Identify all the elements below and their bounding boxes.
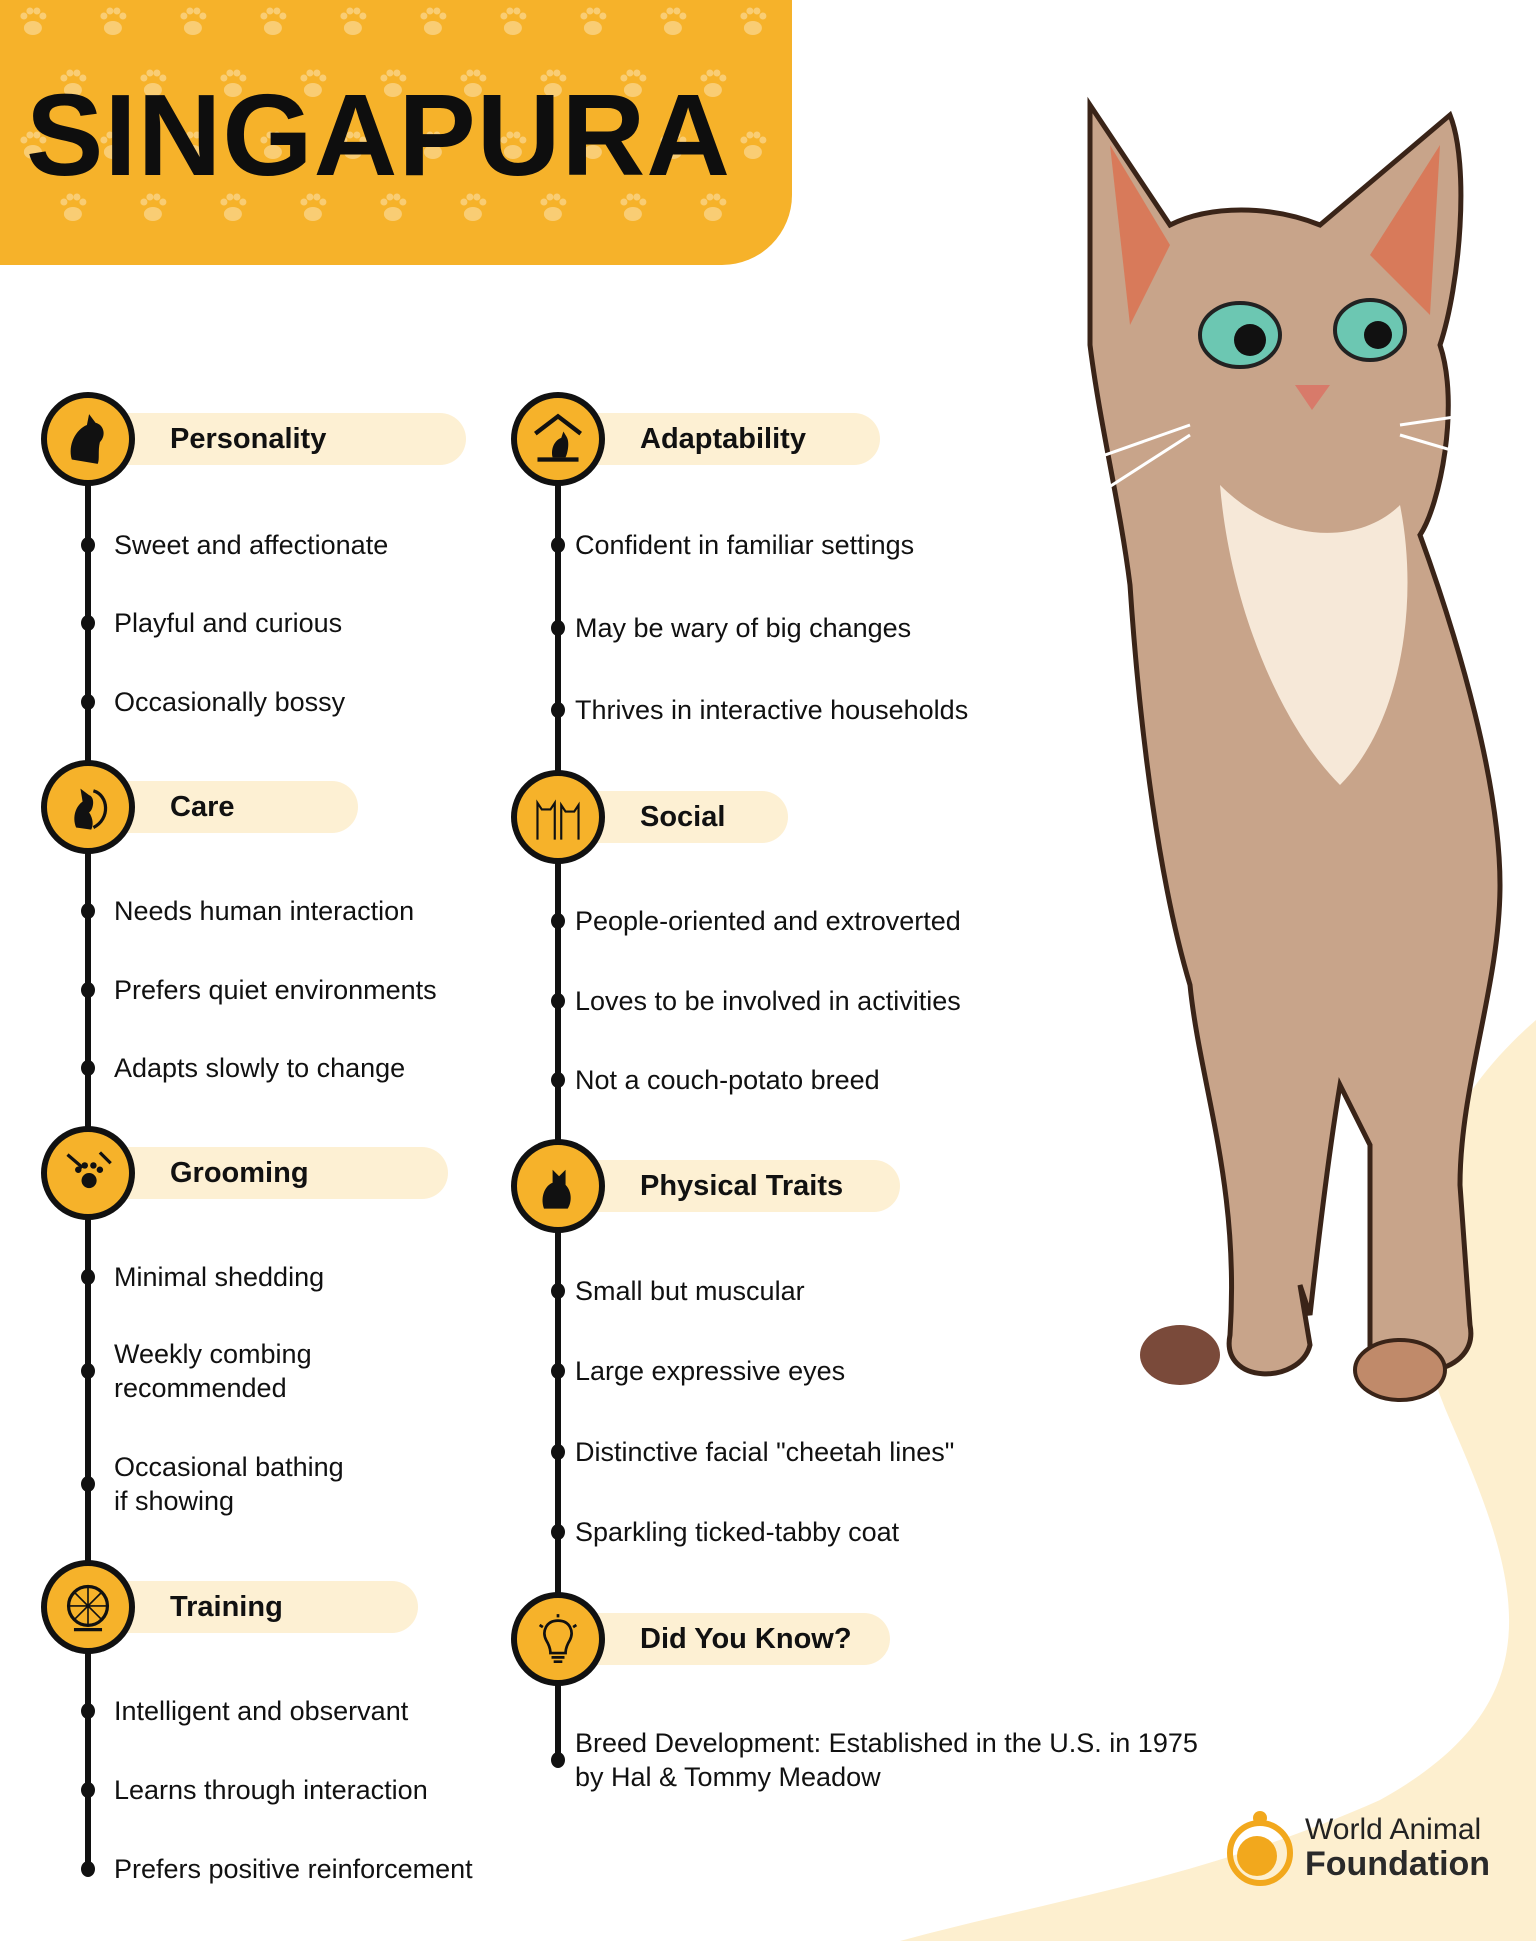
timeline-dot (551, 913, 565, 929)
cat-house-icon (531, 412, 585, 466)
list-item: People-oriented and extroverted (575, 906, 961, 936)
list-item: Occasional bathing if showing (114, 1452, 344, 1516)
paw-icon (20, 8, 46, 36)
cat-illustration (1040, 85, 1536, 1415)
timeline-dot (81, 1363, 95, 1379)
paw-icon (100, 8, 126, 36)
list-item: Occasionally bossy (114, 687, 346, 717)
page-title: SINGAPURA (26, 70, 732, 200)
paw-icon (740, 8, 766, 36)
title-banner (0, 0, 792, 265)
timeline-dot (81, 982, 95, 998)
world-animal-foundation-logo[interactable] (1225, 1808, 1490, 1888)
section-title: Social (640, 801, 726, 833)
section-title: Personality (170, 423, 327, 455)
list-item: Intelligent and observant (114, 1696, 409, 1726)
paw-icon (500, 8, 526, 36)
list-item: Minimal shedding (114, 1262, 325, 1292)
timeline-dot (81, 694, 95, 710)
two-cats-icon-badge (511, 770, 605, 864)
timeline-dot (551, 1072, 565, 1088)
cat-silhouette-icon-badge (41, 392, 135, 486)
section-header-training (100, 1581, 418, 1633)
timeline-dot (81, 1476, 95, 1492)
cat-heart-icon-badge (41, 760, 135, 854)
timeline-dot (551, 1363, 565, 1379)
section-header-adaptability (570, 413, 880, 465)
section-header-grooming (100, 1147, 448, 1199)
logo-line1: World Animal (1305, 1813, 1482, 1846)
cat-heart-icon (61, 780, 115, 834)
hamster-wheel-icon (61, 1580, 115, 1634)
list-item: Weekly combing recommended (114, 1339, 312, 1403)
section-title: Care (170, 791, 235, 823)
section-header-personality (100, 413, 466, 465)
grooming-tools-icon-badge (41, 1126, 135, 1220)
list-item: Prefers quiet environments (114, 975, 437, 1005)
paw-icon (580, 8, 606, 36)
timeline-dot (81, 537, 95, 553)
timeline-dot (551, 1752, 565, 1768)
foundation-logo-icon (1225, 1808, 1295, 1888)
list-item: Thrives in interactive households (575, 695, 969, 725)
paw-icon (740, 132, 766, 160)
list-item: Needs human interaction (114, 896, 415, 926)
section-header-did-you-know (570, 1613, 890, 1665)
timeline-dot (551, 1524, 565, 1540)
list-item: Confident in familiar settings (575, 530, 915, 560)
timeline-dot (81, 615, 95, 631)
timeline-dot (81, 903, 95, 919)
list-item: Sparkling ticked-tabby coat (575, 1517, 900, 1547)
list-item: Large expressive eyes (575, 1356, 846, 1386)
list-item: Prefers positive reinforcement (114, 1854, 473, 1884)
section-header-physical-traits (570, 1160, 900, 1212)
timeline-dot (81, 1060, 95, 1076)
timeline-dot (81, 1269, 95, 1285)
section-title: Grooming (170, 1157, 309, 1189)
section-header-care (100, 781, 358, 833)
list-item: Breed Development: Established in the U.S. in 1975 by Hal & Tommy Meadow (575, 1728, 1198, 1792)
section-title: Physical Traits (640, 1170, 844, 1202)
timeline-dot (551, 1283, 565, 1299)
list-item: Sweet and affectionate (114, 530, 389, 560)
paw-icon (420, 8, 446, 36)
cat-house-icon-badge (511, 392, 605, 486)
paw-icon (260, 8, 286, 36)
cat-silhouette-icon (61, 412, 115, 466)
lightbulb-icon-badge (511, 1592, 605, 1686)
timeline-line-right (555, 439, 561, 1760)
paw-icon (180, 8, 206, 36)
section-title: Training (170, 1591, 283, 1623)
two-cats-icon (531, 790, 585, 844)
paw-icon (660, 8, 686, 36)
timeline-dot (81, 1703, 95, 1719)
list-item: Adapts slowly to change (114, 1053, 406, 1083)
sitting-cat-icon (531, 1159, 585, 1213)
logo-line2: Foundation (1305, 1845, 1491, 1883)
timeline-dot (551, 1444, 565, 1460)
list-item: Learns through interaction (114, 1775, 428, 1805)
list-item: May be wary of big changes (575, 613, 912, 643)
list-item: Distinctive facial "cheetah lines" (575, 1437, 955, 1467)
timeline-dot (551, 702, 565, 718)
hamster-wheel-icon-badge (41, 1560, 135, 1654)
list-item: Small but muscular (575, 1276, 805, 1306)
section-title: Adaptability (640, 423, 806, 455)
timeline-dot (81, 1861, 95, 1877)
grooming-tools-icon (61, 1146, 115, 1200)
lightbulb-icon (531, 1612, 585, 1666)
sitting-cat-icon-badge (511, 1139, 605, 1233)
list-item: Not a couch-potato breed (575, 1065, 880, 1095)
list-item: Loves to be involved in activities (575, 986, 961, 1016)
timeline-dot (551, 537, 565, 553)
list-item: Playful and curious (114, 608, 343, 638)
section-title: Did You Know? (640, 1623, 852, 1655)
timeline-dot (551, 620, 565, 636)
timeline-dot (551, 993, 565, 1009)
timeline-dot (81, 1782, 95, 1798)
paw-icon (340, 8, 366, 36)
